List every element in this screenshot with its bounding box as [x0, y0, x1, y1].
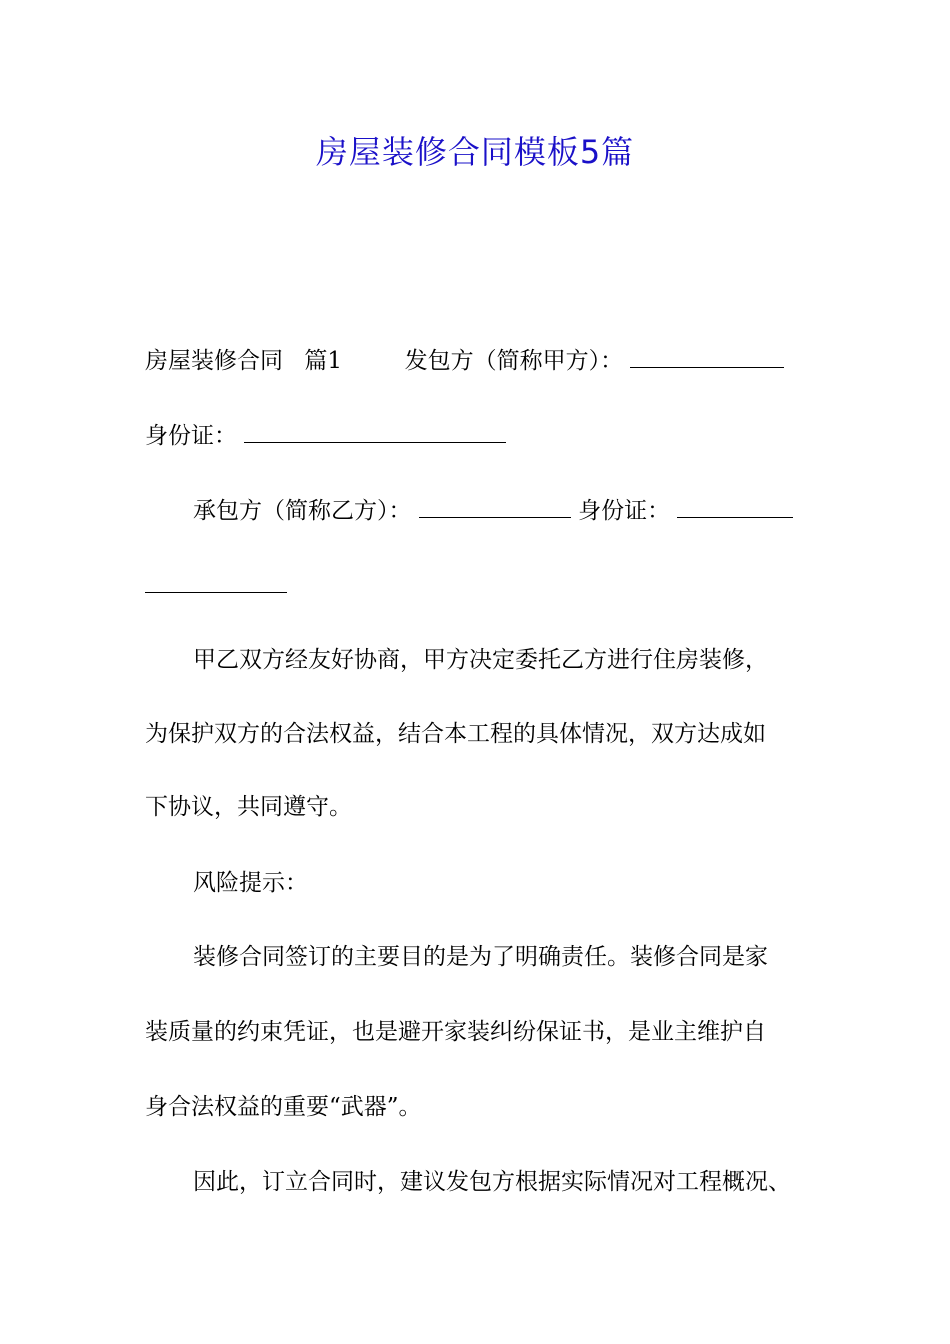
heading-line — [145, 343, 815, 378]
party-b-id-blank-continued[interactable] — [145, 568, 287, 593]
paragraph-line-5: 装质量的约束凭证，也是避开家装纠纷保证书，是业主维护自 — [145, 1019, 766, 1045]
party-a-label: 发包方（简称甲方）： — [404, 348, 624, 374]
party-b-blank[interactable] — [419, 493, 571, 518]
paragraph-line-4: 装修合同签订的主要目的是为了明确责任。装修合同是家 — [193, 944, 768, 970]
party-b-line — [145, 493, 863, 528]
heading-prefix: 房屋装修合同 — [145, 348, 283, 374]
paragraph-line-7: 因此，订立合同时，建议发包方根据实际情况对工程概况、 — [193, 1169, 791, 1195]
party-b-label: 承包方（简称乙方）： — [193, 498, 412, 524]
paragraph-line-6: 身合法权益的重要“武器”。 — [145, 1094, 422, 1120]
paragraph-line-3: 下协议，共同遵守。 — [145, 794, 352, 820]
heading-section: 篇1 — [304, 348, 342, 374]
party-a-id-blank[interactable] — [244, 418, 506, 443]
id-label-1: 身份证： — [145, 423, 237, 449]
party-b-id-blank[interactable] — [677, 493, 793, 518]
party-b-id-continuation — [145, 568, 815, 603]
party-a-blank[interactable] — [630, 343, 784, 368]
paragraph-line-1: 甲乙双方经友好协商，甲方决定委托乙方进行住房装修， — [193, 647, 768, 673]
paragraph-line-2: 为保护双方的合法权益，结合本工程的具体情况，双方达成如 — [145, 721, 766, 747]
risk-notice-heading: 风险提示： — [193, 870, 308, 896]
document-title: 房屋装修合同模板5篇 — [315, 133, 635, 171]
party-a-id-line — [145, 418, 815, 453]
id-label-2: 身份证： — [578, 498, 671, 524]
